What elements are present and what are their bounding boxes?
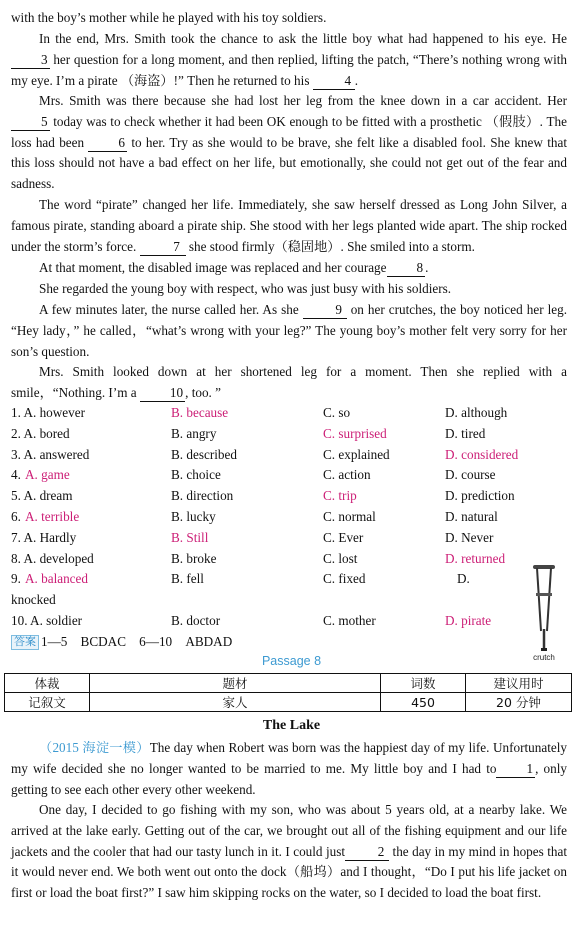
option-10b[interactable]: B. doctor [171, 612, 221, 628]
value-word-count: 450 [381, 693, 466, 712]
source-label: （2015 海淀一模） [39, 740, 150, 755]
option-1a[interactable]: 1. A. however [11, 405, 85, 420]
option-9c[interactable]: C. fixed [323, 571, 366, 587]
option-10d[interactable]: D. pirate [445, 612, 492, 628]
option-row-3 [11, 445, 571, 466]
text: to her. Try as she would to be brave, she felt like a disabled fool. She knew that this loss should not have a bad effect on her life, but emotionally, she could not get out of the fear and sadness. [11, 134, 567, 192]
crutch-illustration [524, 563, 564, 663]
option-4b[interactable]: B. choice [171, 467, 221, 483]
text: The word “pirate” changed her life. Immediately, she saw herself dressed as Long John Silver, a famous pirate, standing aboard a pirate ship. She stood with her legs planted wide apart. The ship rocked under the storm’s force. [11, 197, 567, 254]
text: A few minutes later, the nurse called her. As she [39, 302, 303, 317]
text: today was to check whether it had been OK enough to be fitted with a prosthetic （假肢）. The loss had been [11, 113, 567, 150]
option-2d[interactable]: D. tired [445, 425, 486, 441]
option-row-8 [11, 549, 571, 570]
passage-label: Passage 8 [261, 654, 322, 668]
text: Mrs. Smith was there because she had lost her leg from the knee down in a car accident. Her [39, 93, 567, 108]
paragraph-p5 [11, 279, 567, 300]
value-suggested-time: 20 分钟 [466, 693, 572, 712]
option-5c[interactable]: C. trip [323, 488, 357, 504]
option-row-6 [11, 507, 571, 528]
header-topic: 题材 [90, 674, 381, 693]
option-10c[interactable]: C. mother [323, 612, 376, 628]
options-list [11, 403, 571, 632]
text: Mrs. Smith looked down at her shortened leg for a moment. Then she replied with a smile，“Nothing. I’m a [11, 364, 567, 400]
option-9a[interactable]: A. balanced [25, 571, 88, 587]
option-4-number: 4. [11, 467, 21, 483]
text: her question for a long moment, and then replied, lifting the patch, “There’s nothing wrong with my eye. I’m a pirate （海盗）!” Then he returned to his [11, 51, 567, 88]
option-7d[interactable]: D. Never [445, 529, 494, 545]
option-8a[interactable]: 8. A. developed [11, 550, 94, 566]
option-4a[interactable]: A. game [25, 467, 70, 483]
option-2c[interactable]: C. surprised [323, 425, 387, 441]
text: At that moment, the disabled image was replaced and her courage [39, 260, 387, 275]
header-genre: 体裁 [5, 674, 90, 693]
crutch-icon [524, 563, 564, 663]
option-6b[interactable]: B. lucky [171, 508, 216, 524]
paragraph-p6 [11, 300, 567, 362]
text: . [354, 72, 359, 88]
option-9d-text[interactable]: knocked [11, 592, 56, 608]
text: , only getting to see each other every other weekend. [11, 760, 567, 797]
info-table-row [5, 693, 572, 712]
option-3a[interactable]: 3. A. answered [11, 446, 90, 462]
answer-badge: 答案 [11, 635, 39, 650]
option-7a[interactable]: 7. A. Hardly [11, 529, 77, 545]
option-8d[interactable]: D. returned [445, 550, 506, 566]
option-row-7 [11, 528, 571, 549]
option-7b[interactable]: B. Still [171, 529, 209, 545]
text: the day in my mind in hopes that it would never end. We both went out onto the dock（船坞）and I thought，“Do I put his life jacket on first or load the boat first?” I saw him skipping rocks on the water, so I decided to load the boat first. [11, 843, 567, 901]
option-3c[interactable]: C. explained [323, 446, 390, 462]
answer-text: 1—5 BCDAC 6—10 ABDAD [41, 634, 233, 649]
text: In the end, Mrs. Smith took the chance to ask the little boy what had happened to his eye. He [39, 31, 567, 46]
paragraph-p1 [11, 29, 567, 91]
text: on her crutches, the boy noticed her leg. “Hey lady，” he called，“what’s wrong with your leg?” The young boy’s mother felt very sorry for her son’s question. [11, 302, 567, 359]
option-6c[interactable]: C. normal [323, 508, 376, 524]
option-9d[interactable]: D. [457, 571, 470, 587]
option-5b[interactable]: B. direction [171, 488, 234, 504]
option-10a[interactable]: 10. A. soldier [11, 612, 83, 628]
option-5a[interactable]: 5. A. dream [11, 488, 73, 504]
blank-5[interactable]: 5 [11, 114, 50, 131]
value-genre: 记叙文 [5, 693, 90, 712]
blank-7[interactable]: 7 [140, 239, 186, 256]
option-8c[interactable]: C. lost [323, 550, 358, 566]
option-5d[interactable]: D. prediction [445, 488, 515, 504]
passage8-paragraph-2 [11, 800, 567, 904]
text: , too. ” [185, 384, 222, 400]
option-4c[interactable]: C. action [323, 467, 371, 483]
option-row-9 [11, 569, 571, 590]
paragraph-p7 [11, 362, 567, 404]
blank-6[interactable]: 6 [88, 135, 127, 152]
blank-8[interactable]: 8 [387, 260, 426, 277]
option-row-4 [11, 465, 571, 486]
crutch-label: crutch [533, 653, 555, 662]
passage8-paragraph-1 [11, 738, 567, 800]
passage-title: The Lake [262, 718, 321, 733]
option-6a[interactable]: A. terrible [25, 508, 80, 524]
blank-9[interactable]: 9 [303, 302, 347, 319]
paragraph-p4 [11, 258, 567, 279]
option-9b[interactable]: B. fell [171, 571, 204, 587]
value-topic: 家人 [90, 693, 381, 712]
option-7c[interactable]: C. Ever [323, 529, 364, 545]
option-1c[interactable]: C. so [323, 405, 351, 420]
paragraph-p3 [11, 195, 567, 257]
option-4d[interactable]: D. course [445, 467, 496, 483]
blank-4[interactable]: 4 [313, 73, 355, 90]
option-8b[interactable]: B. broke [171, 550, 217, 566]
paragraph-p0 [11, 8, 567, 29]
option-3d[interactable]: D. considered [445, 446, 519, 462]
option-1d[interactable]: D. although [445, 405, 508, 420]
info-table-header [5, 674, 572, 693]
paragraph-p2 [11, 91, 567, 195]
option-row-2 [11, 424, 571, 445]
header-suggested-time: 建议用时 [466, 674, 572, 693]
option-2a[interactable]: 2. A. bored [11, 425, 70, 441]
option-9-number: 9. [11, 571, 21, 587]
blank-p8-1[interactable]: 1 [496, 761, 535, 778]
option-6-number: 6. [11, 508, 21, 524]
option-2b[interactable]: B. angry [171, 425, 217, 441]
option-3b[interactable]: B. described [171, 446, 237, 462]
text: She regarded the young boy with respect, who was just busy with his soldiers. [39, 281, 452, 296]
header-word-count: 词数 [381, 674, 466, 693]
option-row-5 [11, 486, 571, 507]
text: she stood firmly（稳固地）. She smiled into a storm. [185, 238, 475, 254]
option-row-1 [11, 403, 571, 424]
option-1b[interactable]: B. because [171, 405, 229, 420]
info-table [4, 673, 572, 712]
text: The day when Robert was born was the happiest day of my life. Unfortunately my wife decided she no longer wanted to be married to me. My little boy and I had to [11, 740, 567, 776]
text: with the boy’s mother while he played with his toy soldiers. [11, 10, 327, 25]
blank-p8-2[interactable]: 2 [345, 844, 389, 861]
answer-line [11, 632, 232, 652]
blank-3[interactable]: 3 [11, 52, 50, 69]
blank-10[interactable]: 10 [140, 385, 185, 402]
option-6d[interactable]: D. natural [445, 508, 498, 524]
text: . [425, 260, 429, 275]
option-row-9-wrap [11, 590, 571, 611]
text: One day, I decided to go fishing with my son, who was about 5 years old, at a nearby lake. We arrived at the lake early. Getting out of the car, we brought out all of the fishing equipment and our life jackets and the cooler that had our tasty lunch in it. I could just [11, 802, 567, 859]
option-row-10 [11, 611, 571, 632]
